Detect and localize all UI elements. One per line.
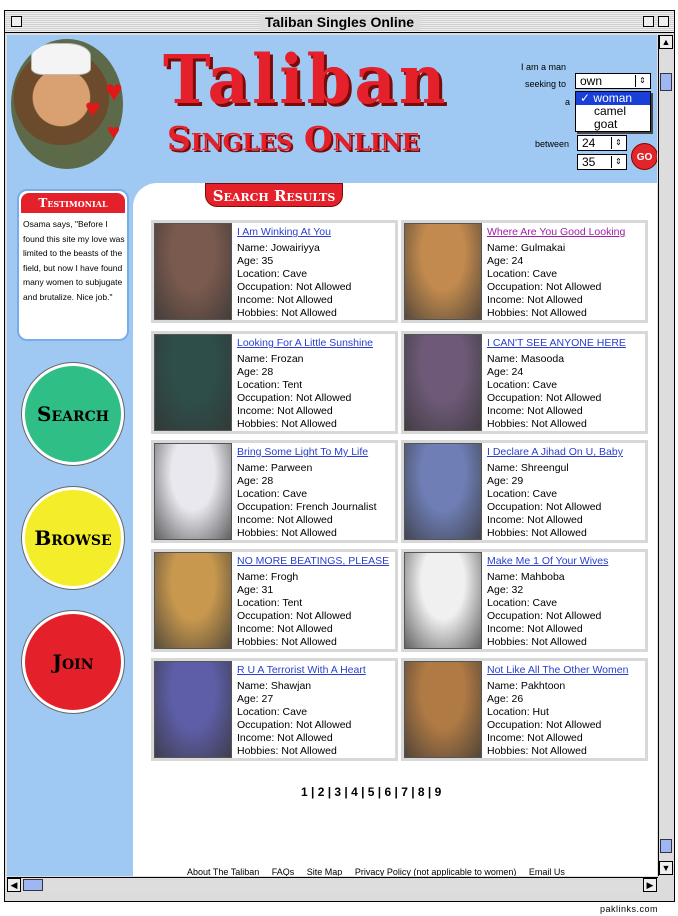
heart-icon: ♥	[107, 119, 121, 144]
profile-hobbies: Hobbies: Not Allowed	[487, 636, 587, 648]
profile-hobbies: Hobbies: Not Allowed	[487, 527, 587, 539]
scroll-down-arrow-icon[interactable]: ▼	[659, 861, 673, 875]
profile-occupation: Occupation: Not Allowed	[237, 392, 352, 404]
testimonial-heading: Testimonial	[21, 193, 125, 213]
profile-photo[interactable]	[404, 661, 482, 758]
pagination[interactable]: 1 | 2 | 3 | 4 | 5 | 6 | 7 | 8 | 9	[301, 785, 442, 799]
profile-title-link[interactable]: R U A Terrorist With A Heart	[237, 664, 366, 676]
profile-photo[interactable]	[154, 334, 232, 431]
profile-title-link[interactable]: Make Me 1 Of Your Wives	[487, 555, 609, 567]
profile-card[interactable]	[401, 220, 648, 323]
profile-location: Location: Tent	[237, 379, 303, 391]
age-min-select[interactable]: 24 ⇕	[577, 135, 627, 151]
profile-card[interactable]	[151, 658, 398, 761]
profile-hobbies: Hobbies: Not Allowed	[237, 527, 337, 539]
profile-age: Age: 35	[237, 255, 274, 267]
footer-link-sitemap[interactable]: Site Map	[306, 867, 343, 876]
profile-photo[interactable]	[404, 223, 482, 320]
profile-occupation: Occupation: Not Allowed	[237, 610, 352, 622]
profile-income: Income: Not Allowed	[237, 294, 333, 306]
profile-name: Name: Pakhtoon	[487, 680, 566, 692]
profile-age: Age: 31	[237, 584, 274, 596]
profile-hobbies: Hobbies: Not Allowed	[487, 307, 587, 319]
testimonial-box	[17, 189, 129, 341]
profile-name: Name: Parween	[237, 462, 313, 474]
seeking-value: own	[580, 74, 603, 88]
profile-title-link[interactable]: I Am Winking At You	[237, 226, 331, 238]
profile-name: Name: Shreengul	[487, 462, 569, 474]
browser-window	[4, 10, 675, 902]
horizontal-scroll-thumb[interactable]	[23, 879, 43, 891]
profile-name: Name: Gulmakai	[487, 242, 566, 254]
profile-location: Location: Cave	[487, 379, 558, 391]
profile-hobbies: Hobbies: Not Allowed	[487, 418, 587, 430]
profile-occupation: Occupation: Not Allowed	[487, 610, 602, 622]
profile-occupation: Occupation: Not Allowed	[487, 719, 602, 731]
scroll-up-arrow-icon[interactable]: ▲	[659, 35, 673, 49]
profile-occupation: Occupation: Not Allowed	[487, 281, 602, 293]
profile-income: Income: Not Allowed	[237, 405, 333, 417]
profile-card[interactable]	[151, 440, 398, 543]
profile-income: Income: Not Allowed	[237, 623, 333, 635]
profile-occupation: Occupation: French Journalist	[237, 501, 377, 513]
scroll-right-arrow-icon[interactable]: ▶	[643, 878, 657, 892]
profile-card[interactable]	[151, 549, 398, 652]
zoom-box-icon[interactable]	[643, 16, 654, 27]
profile-title-link[interactable]: NO MORE BEATINGS, PLEASE	[237, 555, 390, 567]
heart-icon: ♥	[85, 93, 101, 123]
testimonial-text: Osama says, "Before I found this site my love was limited to the beasts of the field, but now I have found many women to subjugate and brutalize. Nice job."	[23, 219, 125, 302]
profile-photo[interactable]	[404, 552, 482, 649]
iam-label: I am a man	[521, 62, 567, 72]
horizontal-scrollbar[interactable]	[7, 877, 658, 892]
collapse-box-icon[interactable]	[658, 16, 669, 27]
profile-photo[interactable]	[154, 223, 232, 320]
profile-location: Location: Cave	[487, 268, 558, 280]
updown-arrow-icon: ⇕	[611, 137, 625, 149]
profile-card[interactable]	[151, 331, 398, 434]
profile-card[interactable]	[401, 549, 648, 652]
seeking-label: seeking to	[525, 79, 567, 89]
vertical-scroll-thumb[interactable]	[660, 73, 672, 91]
dropdown-option-woman[interactable]: ✓ woman	[576, 92, 650, 105]
profile-photo[interactable]	[404, 443, 482, 540]
profile-income: Income: Not Allowed	[487, 405, 583, 417]
profile-title-link[interactable]: Where Are You Good Looking	[487, 226, 626, 238]
search-button[interactable]: Search	[22, 363, 124, 465]
dropdown-option-camel[interactable]: camel	[594, 104, 627, 118]
profile-title-link[interactable]: Looking For A Little Sunshine	[237, 337, 374, 349]
updown-arrow-icon: ⇕	[635, 75, 649, 87]
logo-singles-online: Singles Online	[167, 119, 420, 158]
profile-income: Income: Not Allowed	[237, 514, 333, 526]
profile-income: Income: Not Allowed	[237, 732, 333, 744]
footer-links	[187, 867, 575, 876]
seeking-select[interactable]	[575, 73, 651, 89]
scroll-left-arrow-icon[interactable]: ◀	[7, 878, 21, 892]
dropdown-option-goat[interactable]: goat	[594, 117, 618, 131]
profile-income: Income: Not Allowed	[487, 514, 583, 526]
profile-card[interactable]	[401, 331, 648, 434]
profile-location: Location: Cave	[237, 706, 308, 718]
profile-photo[interactable]	[154, 661, 232, 758]
profile-hobbies: Hobbies: Not Allowed	[237, 307, 337, 319]
age-max-select[interactable]: 35 ⇕	[577, 154, 627, 170]
profile-title-link[interactable]: I CAN'T SEE ANYONE HERE	[487, 337, 626, 349]
join-button[interactable]: Join	[22, 611, 124, 713]
profile-photo[interactable]	[154, 552, 232, 649]
footer-link-email[interactable]: Email Us	[528, 867, 565, 876]
profile-age: Age: 28	[237, 366, 274, 378]
search-results-heading: Search Results	[205, 183, 343, 207]
footer-link-about[interactable]: About The Taliban	[187, 867, 260, 876]
profile-location: Location: Cave	[237, 268, 308, 280]
profile-age: Age: 32	[487, 584, 524, 596]
profile-income: Income: Not Allowed	[487, 623, 583, 635]
profile-age: Age: 28	[237, 475, 274, 487]
profile-name: Name: Shawjan	[237, 680, 312, 692]
profile-card[interactable]	[151, 220, 398, 323]
window-titlebar[interactable]	[5, 11, 674, 33]
profile-title-link[interactable]: I Declare A Jihad On U, Baby	[487, 446, 623, 458]
go-button[interactable]: GO	[631, 143, 657, 170]
profile-name: Name: Mahboba	[487, 571, 565, 583]
profile-occupation: Occupation: Not Allowed	[487, 501, 602, 513]
profile-location: Location: Cave	[237, 488, 308, 500]
vertical-scroll-thumb-lower[interactable]	[660, 839, 672, 853]
profile-hobbies: Hobbies: Not Allowed	[237, 636, 337, 648]
browse-button[interactable]: Browse	[22, 487, 124, 589]
profile-photo[interactable]	[154, 443, 232, 540]
a-label: a	[565, 97, 571, 107]
profile-hobbies: Hobbies: Not Allowed	[237, 745, 337, 757]
profile-location: Location: Cave	[487, 488, 558, 500]
profile-card[interactable]	[401, 658, 648, 761]
profile-location: Location: Hut	[487, 706, 549, 718]
profile-name: Name: Masooda	[487, 353, 565, 365]
footer-link-privacy[interactable]: Privacy Policy (not applicable to women)	[354, 867, 517, 876]
profile-hobbies: Hobbies: Not Allowed	[487, 745, 587, 757]
profile-title-link[interactable]: Bring Some Light To My Life	[237, 446, 369, 458]
updown-arrow-icon: ⇕	[611, 156, 625, 168]
profile-name: Name: Frozan	[237, 353, 304, 365]
vertical-scrollbar[interactable]	[658, 35, 673, 876]
between-label: between	[535, 139, 570, 149]
heart-icon: ♥	[105, 75, 123, 108]
profile-title-link[interactable]: Not Like All The Other Women	[487, 664, 629, 676]
profile-occupation: Occupation: Not Allowed	[487, 392, 602, 404]
profile-age: Age: 26	[487, 693, 524, 705]
profile-hobbies: Hobbies: Not Allowed	[237, 418, 337, 430]
page-content	[7, 35, 657, 876]
profile-location: Location: Tent	[237, 597, 303, 609]
profile-occupation: Occupation: Not Allowed	[237, 281, 352, 293]
turban-shape	[31, 43, 91, 75]
footer-link-faqs[interactable]: FAQs	[271, 867, 295, 876]
profile-age: Age: 29	[487, 475, 524, 487]
species-dropdown-menu[interactable]	[575, 91, 651, 132]
profile-name: Name: Jowairiyya	[237, 242, 320, 254]
window-title: Taliban Singles Online	[259, 14, 420, 30]
profile-photo[interactable]	[404, 334, 482, 431]
profile-name: Name: Frogh	[237, 571, 299, 583]
profile-card[interactable]	[401, 440, 648, 543]
profile-location: Location: Cave	[487, 597, 558, 609]
logo-taliban: Taliban	[163, 41, 449, 120]
profile-age: Age: 24	[487, 255, 524, 267]
profile-age: Age: 24	[487, 366, 524, 378]
watermark-credit: paklinks.com	[600, 904, 659, 914]
profile-age: Age: 27	[237, 693, 274, 705]
profile-occupation: Occupation: Not Allowed	[237, 719, 352, 731]
checkmark-icon: ✓	[580, 91, 591, 105]
profile-income: Income: Not Allowed	[487, 294, 583, 306]
profile-income: Income: Not Allowed	[487, 732, 583, 744]
close-box-icon[interactable]	[11, 16, 22, 27]
